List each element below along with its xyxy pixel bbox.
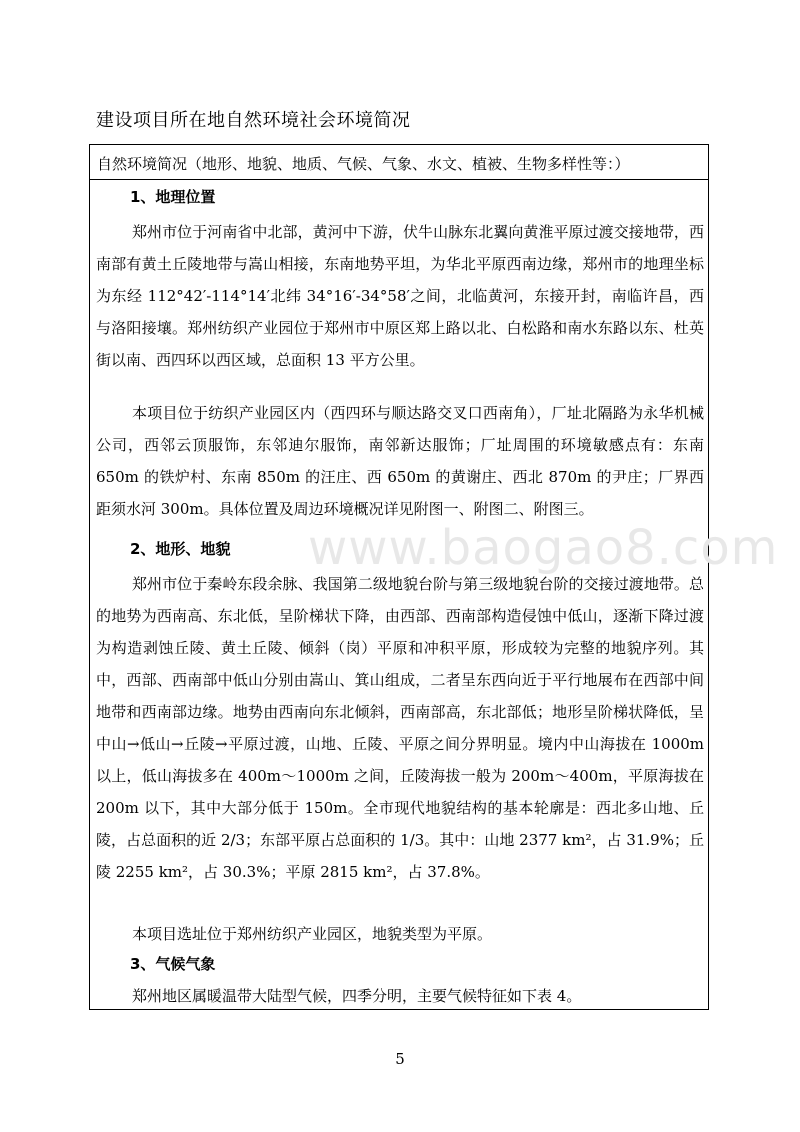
page-heading: 建设项目所在地自然环境社会环境简况 (96, 110, 411, 131)
divider (89, 179, 709, 180)
watermark: www.baogao8.com (308, 520, 779, 576)
paragraph-climate: 郑州地区属暖温带大陆型气候，四季分明，主要气候特征如下表 4。 (132, 987, 582, 1005)
paragraph-project-site: 本项目位于纺织产业园区内（西四环与顺达路交叉口西南角），厂址北隔路为永华机械公司，西邻云顶服饰，东邻迪尔服饰，南邻新达服饰；厂址周围的环境敏感点有：东南 650m 的铁炉村、东南 850m 的汪庄、西 650m 的黄谢庄、西北 870m 的尹庄；厂界西距须水河 300m。具体位置及周边环境概况详见附图一、附图二、附图三。 (96, 404, 704, 518)
section-title-climate: 3、气候气象 (130, 955, 216, 973)
paragraph-location: 郑州市位于河南省中北部，黄河中下游，伏牛山脉东北翼向黄淮平原过渡交接地带，西南部有黄土丘陵地带与嵩山相接，东南地势平坦，为华北平原西南边缘，郑州市的地理坐标为东经 112°42′-114°14′北纬 34°16′-34°58′之间，北临黄河，东接开封，南临许昌，西与洛阳接壤。郑州纺织产业园位于郑州市中原区郑上路以北、白松路和南水东路以东、杜英街以南、西四环以西区域，总面积 13 平方公里。 (96, 223, 704, 369)
section-title-location: 1、地理位置 (130, 188, 216, 206)
paragraph-site-landform: 本项目选址位于郑州纺织产业园区，地貌类型为平原。 (132, 925, 493, 943)
page-number: 5 (395, 1050, 405, 1068)
box-heading: 自然环境简况（地形、地貌、地质、气候、气象、水文、植被、生物多样性等：） (97, 155, 630, 173)
section-title-terrain: 2、地形、地貌 (130, 540, 231, 558)
paragraph-terrain: 郑州市位于秦岭东段余脉、我国第二级地貌台阶与第三级地貌台阶的交接过渡地带。总的地势为西南高、东北低，呈阶梯状下降，由西部、西南部构造侵蚀中低山，逐渐下降过渡为构造剥蚀丘陵、黄土丘陵、倾斜（岗）平原和冲积平原，形成较为完整的地貌序列。其中，西部、西南部中低山分别由嵩山、箕山组成，二者呈东西向近于平行地展布在西部中间地带和西南部边缘。地势由西南向东北倾斜，西南部高，东北部低；地形呈阶梯状降低，呈中山→低山→丘陵→平原过渡，山地、丘陵、平原之间分界明显。境内中山海拔在 1000m 以上，低山海拔多在 400m～1000m 之间，丘陵海拔一般为 200m～400m，平原海拔在 200m 以下，其中大部分低于 150m。全市现代地貌结构的基本轮廓是：西北多山地、丘陵，占总面积的近 2/3；东部平原占总面积的 1/3。其中：山地 2377 km²，占 31.9%；丘陵 2255 km²，占 30.3%；平原 2815 km²，占 37.8%。 (96, 575, 704, 881)
